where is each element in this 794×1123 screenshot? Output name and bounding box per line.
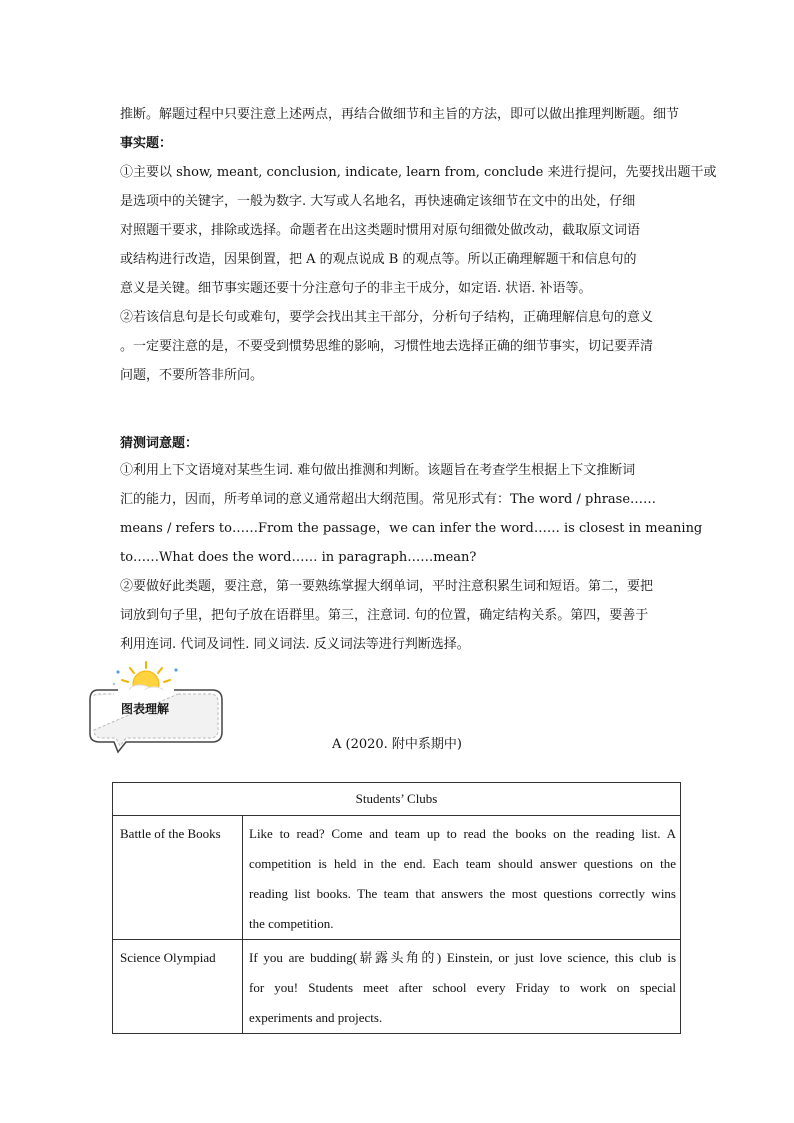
table-title: Students’ Clubs xyxy=(113,783,681,816)
table-header-row xyxy=(113,783,681,816)
paragraph-detail-facts xyxy=(120,158,717,390)
table-row xyxy=(113,940,681,1034)
text-line: to……What does the word…… in paragraph……mean? xyxy=(120,550,477,565)
clubs-table xyxy=(112,782,681,1034)
text-line: competition is held in the end. Each team should answer questions on the xyxy=(249,856,676,871)
text-line: 或结构进行改造，因果倒置，把 A 的观点说成 B 的观点等。所以正确理解题干和信息句的 xyxy=(120,252,637,267)
section-heading: 猜测词意题： xyxy=(120,436,199,451)
text-line: ②要做好此类题，要注意，第一要熟练掌握大纲单词，平时注意积累生词和短语。第二，要把 xyxy=(120,579,654,594)
table-row xyxy=(113,816,681,940)
text-line: 。一定要注意的是，不要受到惯势思维的影响，习惯性地去选择正确的细节事实，切记要弄清 xyxy=(120,339,654,354)
text-line: 是选项中的关键字，一般为数字. 大写或人名地名，再快速确定该细节在文中的出处，仔细 xyxy=(120,194,636,209)
text-line: ①主要以 show, meant, conclusion, indicate, learn from, conclude 来进行提问，先要找出题干或 xyxy=(120,165,717,180)
badge-label: 图表理解 xyxy=(121,702,170,716)
text-line: 推断。解题过程中只要注意上述两点，再结合做细节和主旨的方法，即可以做出推理判断题。细节 xyxy=(120,107,680,122)
text-line: for you! Students meet after school every Friday to work on special xyxy=(249,980,676,995)
text-line: 事实题： xyxy=(120,136,173,151)
club-name: Science Olympiad xyxy=(113,940,243,1034)
text-line: means / refers to……From the passage，we can infer the word…… is closest in meaning xyxy=(120,521,703,536)
text-line: 问题，不要所答非所问。 xyxy=(120,368,264,383)
text-line: 汇的能力，因而，所考单词的意义通常超出大纲范围。常见形式有：The word / phrase…… xyxy=(120,492,657,507)
club-description xyxy=(243,940,681,1034)
text-line: ②若该信息句是长句或难句，要学会找出其主干部分，分析句子结构，正确理解信息句的意义 xyxy=(120,310,654,325)
text-line: ①利用上下文语境对某些生词. 难句做出推测和判断。该题旨在考查学生根据上下文推断词 xyxy=(120,463,636,478)
text-line: 利用连词. 代词及词性. 同义词法. 反义词法等进行判断选择。 xyxy=(120,637,470,652)
club-name: Battle of the Books xyxy=(113,816,243,940)
text-line: Like to read? Come and team up to read the books on the reading list. A xyxy=(249,826,676,841)
text-line: reading list books. The team that answers the most questions correctly wins xyxy=(249,886,676,901)
text-line: If you are budding(崭露头角的) Einstein, or just love science, this club is xyxy=(249,950,676,965)
text-line: 意义是关键。细节事实题还要十分注意句子的非主干成分，如定语. 状语. 补语等。 xyxy=(120,281,592,296)
paragraph-intro xyxy=(120,100,680,158)
table-caption: A (2020. 附中系期中) xyxy=(331,737,462,752)
text-line: the competition. xyxy=(249,916,334,931)
text-line: 词放到句子里，把句子放在语群里。第三，注意词. 句的位置，确定结构关系。第四，要善于 xyxy=(120,608,649,623)
club-description xyxy=(243,816,681,940)
paragraph-word-guessing xyxy=(120,456,703,659)
text-line: experiments and projects. xyxy=(249,1010,383,1025)
text-line: 对照题干要求，排除或选择。命题者在出这类题时惯用对原句细微处做改动，截取原文词语 xyxy=(120,223,641,238)
